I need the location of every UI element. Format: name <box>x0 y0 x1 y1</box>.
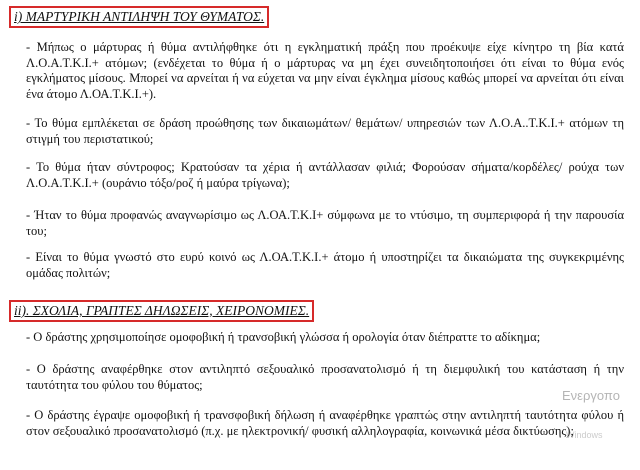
section-2-header-text: ii). ΣΧΟΛΙΑ, ΓΡΑΠΤΕΣ ΔΗΛΩΣΕΙΣ, ΧΕΙΡΟΝΟΜΙΕΣ. <box>14 303 310 318</box>
section-1-paragraph-1: - Μήπως ο μάρτυρας ή θύμα αντιλήφθηκε ότι η εγκληματική πράξη που προέκυψε είχε κίνητρο τη βία κατά Λ.Ο.Α.Τ.Κ.Ι.+ ατόμων; (ενδέχεται το θύμα ή ο μάρτυρας να μη έχει συνειδητοποιήσει ότι είναι το θύμα ενός εγκλήματος μίσους. Μπορεί να αρνείται ή να εύχεται να μην είναι έγκλημα μίσους καθώς μπορεί να αρνείται ότι είναι ένα άτομο Λ.ΟΑ.Τ.Κ.Ι.+). <box>26 40 624 101</box>
section-2-paragraph-2: - Ο δράστης αναφέρθηκε στον αντιληπτό σεξουαλικό προσανατολισμό ή τη διεμφυλική του κατάσταση ή την ταυτότητα του φύλου του θύματος; <box>26 362 624 392</box>
section-1-paragraph-4: - Ήταν το θύμα προφανώς αναγνωρίσιμο ως Λ.ΟΑ.Τ.Κ.Ι+ σύμφωνα με το ντύσιμο, τη συμπεριφορά ή την παρουσία του; <box>26 208 624 238</box>
section-1-paragraph-2: - Το θύμα εμπλέκεται σε δράση προώθησης των δικαιωμάτων/ θεμάτων/ υπηρεσιών των Λ.Ο.Α..Τ.Κ.Ι.+ ατόμων τη στιγμή του περιστατικού; <box>26 116 624 146</box>
activation-watermark: Ενεργοπο <box>562 388 620 403</box>
section-2-paragraph-3: - Ο δράστης έγραψε ομοφοβική ή τρανσφοβική δήλωση ή αναφέρθηκε γραπτώς στην αντιληπτή ταυτότητα φύλου ή στον σεξουαλικό προσανατολισμό (π.χ. με ηλεκτρονική/ φυσική αλληλογραφία, κοινωνικά μέσα δικτύωσης); <box>26 408 624 438</box>
section-2-header <box>9 300 314 322</box>
section-2-paragraph-1: - Ο δράστης χρησιμοποίησε ομοφοβική ή τρανσοβική γλώσσα ή ορολογία όταν διέπραττε το αδίκημα; <box>26 330 541 344</box>
section-1-header <box>9 6 269 28</box>
section-1-paragraph-5: - Είναι το θύμα γνωστό στο ευρύ κοινό ως Λ.ΟΑ.Τ.Κ.Ι.+ άτομο ή υποστηρίζει τα δικαιώματα της συγκεκριμένης ομάδας πολιτών; <box>26 250 624 280</box>
section-1-paragraph-3: - Το θύμα ήταν σύντροφος; Κρατούσαν τα χέρια ή αντάλλασαν φιλιά; Φορούσαν σήματα/κορδέλες/ ρούχα των Λ.Ο.Α.Τ.Κ.Ι.+ (ουράνιο τόξο/ροζ ή μαύρα τρίγωνα); <box>26 160 624 190</box>
activation-watermark-sub: Windows <box>566 430 603 440</box>
section-1-header-text: i) ΜΑΡΤΥΡΙΚΗ ΑΝΤΙΛΗΨΗ ΤΟΥ ΘΥΜΑΤΟΣ. <box>14 9 265 24</box>
